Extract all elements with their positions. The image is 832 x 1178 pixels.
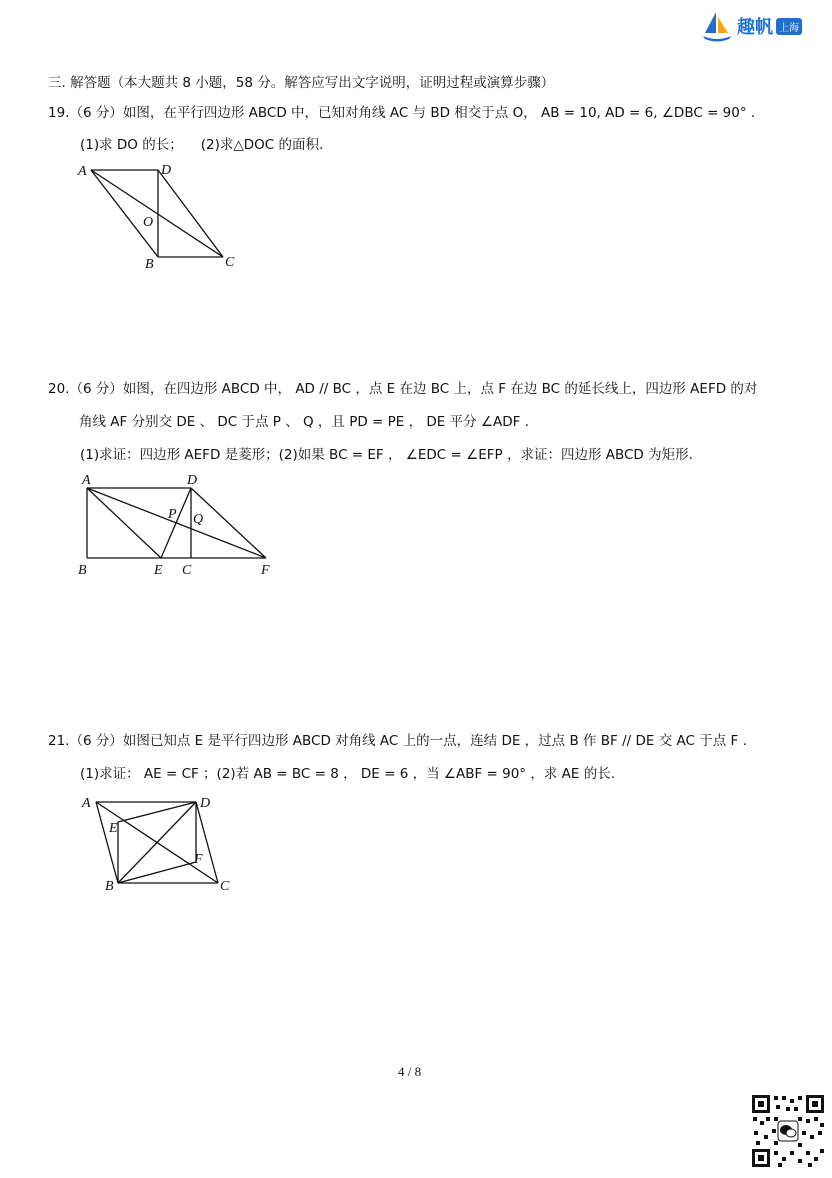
q19-part1: (1)求 DO 的长； bbox=[80, 137, 183, 153]
q21-number: 21. bbox=[48, 733, 70, 749]
q19-label-d: D bbox=[161, 163, 172, 178]
q20-label-a: A bbox=[82, 473, 91, 488]
q21-label-a: A bbox=[82, 796, 91, 811]
q19-text: （6 分）如图，在平行四边形 ABCD 中，已知对角线 AC 与 BD 相交于点 O， AB = 10, AD = 6, ∠DBC = 90° . bbox=[69, 105, 756, 121]
q19-parts bbox=[80, 136, 323, 154]
q19-number: 19. bbox=[48, 105, 70, 121]
q19-figure bbox=[74, 158, 254, 276]
q20-figure bbox=[74, 468, 284, 580]
q20-label-f: F bbox=[261, 563, 270, 578]
wechat-icon bbox=[778, 1121, 798, 1141]
q20-label-p: P bbox=[168, 507, 177, 522]
q20-text-1: （6 分）如图，在四边形 ABCD 中， AD // BC ，点 E 在边 BC 上，点 F 在边 BC 的延长线上，四边形 AEFD 的对 bbox=[69, 381, 758, 397]
brand-logo bbox=[700, 8, 802, 44]
q19-label-b: B bbox=[145, 257, 154, 272]
q21-label-d: D bbox=[200, 796, 211, 811]
q21-stem bbox=[48, 732, 747, 750]
q21-parts: (1)求证： AE = CF ；(2)若 AB = BC = 8 ， DE = 6 ，当 ∠ABF = 90° ，求 AE 的长. bbox=[80, 766, 615, 782]
q21-label-f: F bbox=[194, 852, 203, 867]
q21-text: （6 分）如图已知点 E 是平行四边形 ABCD 对角线 AC 上的一点，连结 DE ，过点 B 作 BF // DE 交 AC 于点 F . bbox=[69, 733, 747, 749]
q19-part2: (2)求△DOC 的面积. bbox=[200, 137, 324, 153]
sailboat-logo-icon bbox=[700, 9, 734, 43]
q19-label-c: C bbox=[225, 255, 235, 270]
q19-stem bbox=[48, 104, 755, 122]
brand-name: 趣帆 bbox=[737, 17, 773, 38]
q21-label-b: B bbox=[105, 879, 114, 894]
q19-label-a: A bbox=[78, 164, 87, 179]
q19-label-o: O bbox=[143, 215, 154, 230]
q20-label-q: Q bbox=[193, 512, 204, 527]
q21-label-e: E bbox=[109, 821, 118, 836]
q20-label-c: C bbox=[182, 563, 192, 578]
q21-label-c: C bbox=[220, 879, 230, 894]
q20-label-d: D bbox=[187, 473, 198, 488]
q20-stem-line2: 角线 AF 分别交 DE 、 DC 于点 P 、 Q ，且 PD = PE ， DE 平分 ∠ADF . bbox=[79, 414, 529, 430]
q20-number: 20. bbox=[48, 381, 70, 397]
qr-code-icon bbox=[750, 1093, 826, 1169]
q20-label-b: B bbox=[78, 563, 87, 578]
brand-region-badge: 上海 bbox=[776, 18, 802, 35]
section-heading: 三. 解答题（本大题共 8 小题，58 分。解答应写出文字说明，证明过程或演算步骤） bbox=[48, 75, 555, 91]
q20-parts: (1)求证：四边形 AEFD 是菱形；(2)如果 BC = EF ， ∠EDC = ∠EFP ，求证：四边形 ABCD 为矩形. bbox=[80, 447, 693, 463]
q20-stem-line1 bbox=[48, 380, 757, 398]
q20-label-e: E bbox=[154, 563, 163, 578]
q21-figure bbox=[74, 790, 244, 900]
page-number: 4 / 8 bbox=[398, 1064, 422, 1079]
